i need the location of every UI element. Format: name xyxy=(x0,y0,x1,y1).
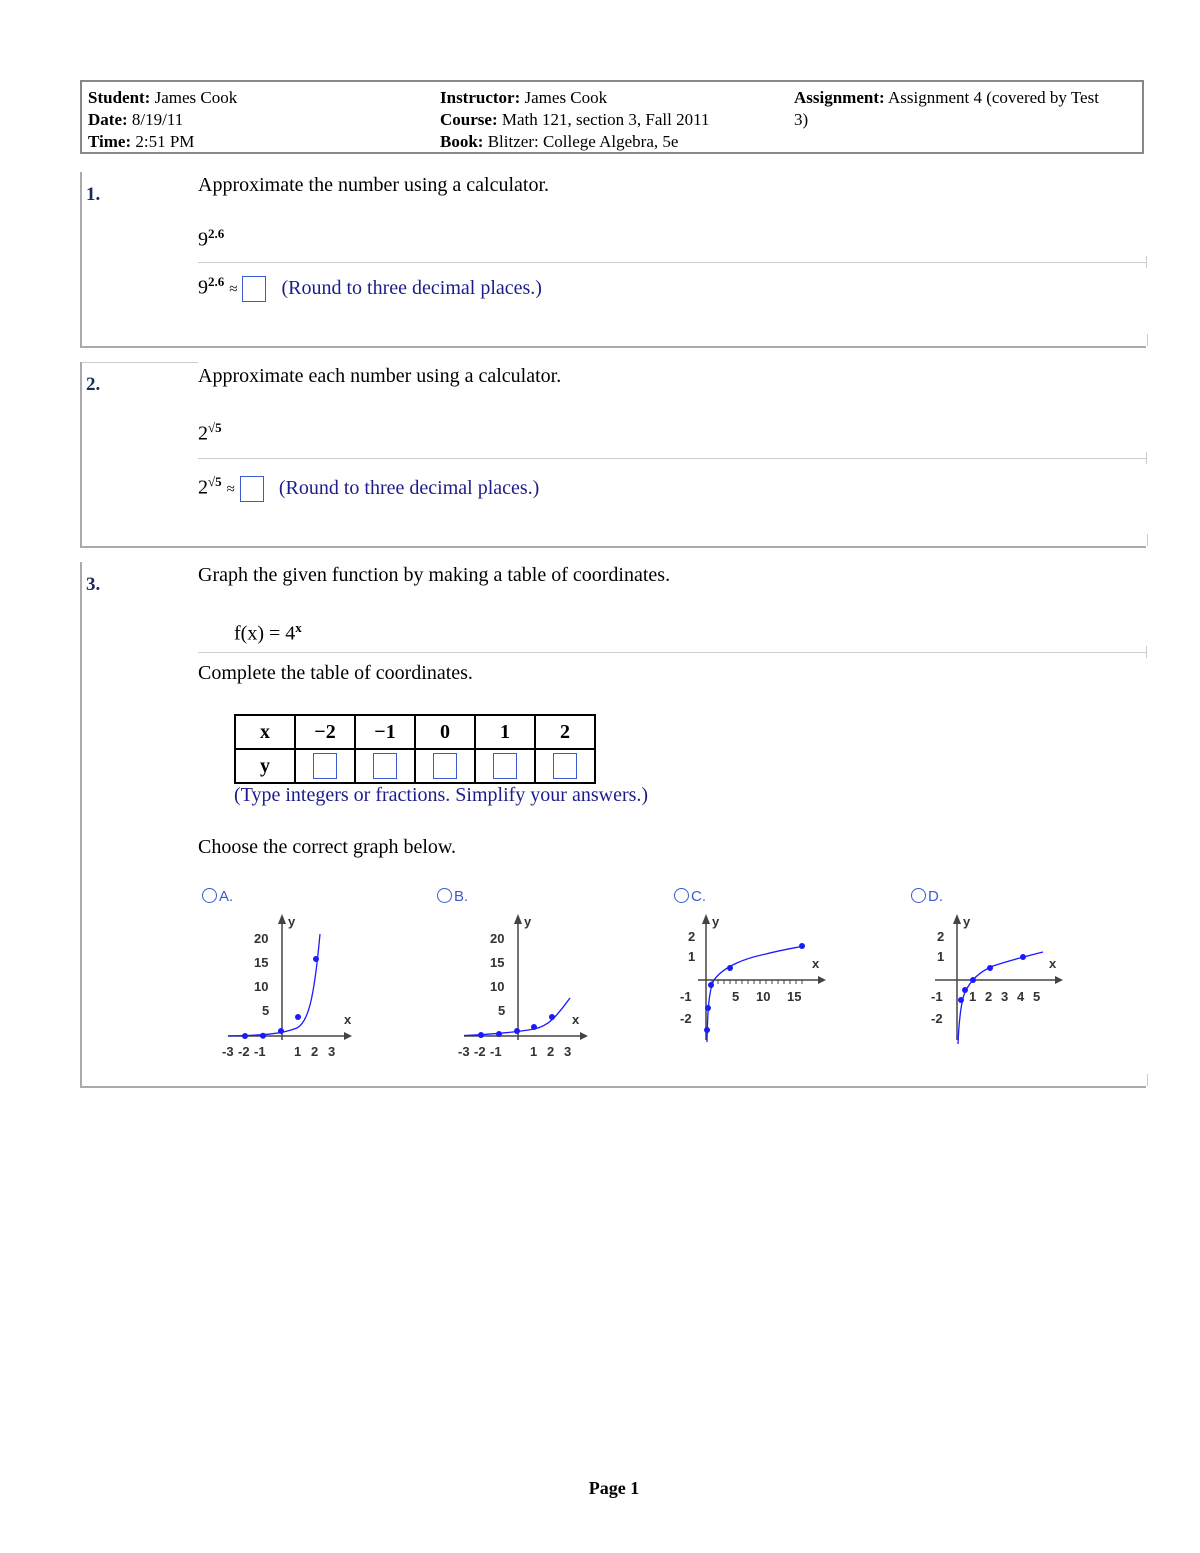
tick-label: -2 xyxy=(474,1044,486,1059)
question-2 xyxy=(80,362,1146,548)
tick-label: 5 xyxy=(498,1003,506,1018)
expr-base: 9 xyxy=(198,276,208,299)
instructor-label: Instructor: xyxy=(440,88,521,107)
tick-label: 10 xyxy=(254,979,269,994)
function-lhs: f(x) = 4 xyxy=(234,622,296,645)
radio-icon[interactable] xyxy=(911,888,926,903)
function-exponent: x xyxy=(295,620,302,635)
axis-y-label: y xyxy=(963,914,971,929)
point xyxy=(705,1005,711,1011)
tick-label: -2 xyxy=(680,1011,692,1026)
approx-sign: ≈ xyxy=(229,281,238,298)
y-input[interactable] xyxy=(433,753,457,779)
book-value: Blitzer: College Algebra, 5e xyxy=(487,132,679,151)
option-label: C. xyxy=(691,888,706,905)
tick-label: 1 xyxy=(937,949,945,964)
option-label: D. xyxy=(928,888,943,905)
table-row-x xyxy=(235,715,595,749)
axis-y-label: y xyxy=(288,914,296,929)
x-value: 2 xyxy=(535,715,595,749)
student-label: Student: xyxy=(88,88,151,107)
table-prompt: Complete the table of coordinates. xyxy=(198,662,473,684)
point xyxy=(962,987,968,993)
point xyxy=(987,965,993,971)
x-value: 0 xyxy=(415,715,475,749)
tick-label: -1 xyxy=(680,989,692,1004)
x-value: 1 xyxy=(475,715,535,749)
tick-label: -2 xyxy=(931,1011,943,1026)
round-hint: (Round to three decimal places.) xyxy=(281,276,542,299)
course-label: Course: xyxy=(440,110,498,129)
x-value: −1 xyxy=(355,715,415,749)
option-d[interactable] xyxy=(911,888,943,905)
date-value: 8/19/11 xyxy=(131,110,184,129)
coordinates-table xyxy=(234,714,596,784)
axis-y-label: y xyxy=(524,914,532,929)
tick-label: 3 xyxy=(1001,989,1009,1004)
y-cell xyxy=(475,749,535,783)
expr-base: 9 xyxy=(198,228,208,251)
x-value: −2 xyxy=(295,715,355,749)
question-number: 3. xyxy=(86,574,101,595)
question-number: 1. xyxy=(86,184,101,205)
option-a[interactable] xyxy=(202,888,233,905)
tick-label: -1 xyxy=(254,1044,266,1059)
divider xyxy=(198,458,1146,459)
round-hint: (Round to three decimal places.) xyxy=(278,476,540,499)
tick-label: 5 xyxy=(262,1003,270,1018)
expr-base: 2 xyxy=(198,476,208,499)
tick-label: 15 xyxy=(254,955,269,970)
point xyxy=(242,1033,248,1039)
option-label: A. xyxy=(219,888,234,905)
point xyxy=(295,1014,301,1020)
question-1 xyxy=(80,172,1146,348)
corner-tick xyxy=(1147,534,1148,546)
graph-d xyxy=(913,910,1063,1060)
divider xyxy=(198,652,1146,653)
tick-label: 15 xyxy=(490,955,505,970)
tick-label: -3 xyxy=(222,1044,234,1059)
question-prompt: Approximate the number using a calculator. xyxy=(198,174,550,196)
tick-label: 10 xyxy=(756,989,771,1004)
graph-prompt: Choose the correct graph below. xyxy=(198,836,457,858)
divider xyxy=(198,262,1146,263)
tick-label: 1 xyxy=(688,949,696,964)
graph-b xyxy=(458,910,608,1060)
corner-tick xyxy=(1147,334,1148,346)
tick-label: 4 xyxy=(1017,989,1025,1004)
y-input[interactable] xyxy=(373,753,397,779)
point xyxy=(514,1028,520,1034)
axis-x-label: x xyxy=(344,1012,352,1027)
table-hint: (Type integers or fractions. Simplify your answers.) xyxy=(234,784,649,806)
assignment-header xyxy=(80,80,1144,154)
point xyxy=(708,982,714,988)
date-label: Date: xyxy=(88,110,128,129)
time-value: 2:51 PM xyxy=(135,132,195,151)
tick-label: 20 xyxy=(490,931,505,946)
expr-exponent: √5 xyxy=(208,420,222,435)
point xyxy=(970,977,976,983)
corner-tick xyxy=(1147,1074,1148,1086)
expr-exponent: 2.6 xyxy=(208,226,225,241)
point xyxy=(278,1028,284,1034)
question-prompt: Graph the given function by making a table of coordinates. xyxy=(198,564,671,586)
header-student-col xyxy=(88,87,237,153)
header-course-col xyxy=(440,87,709,153)
tick-label: -1 xyxy=(931,989,943,1004)
tick-label: 5 xyxy=(732,989,740,1004)
tick-label: 3 xyxy=(328,1044,336,1059)
tick-label: 2 xyxy=(547,1044,555,1059)
tick-label: 1 xyxy=(530,1044,538,1059)
y-cell xyxy=(415,749,475,783)
expr-exponent: 2.6 xyxy=(208,274,225,289)
point xyxy=(531,1024,537,1030)
tick-label: -2 xyxy=(238,1044,250,1059)
y-cell xyxy=(355,749,415,783)
point xyxy=(313,956,319,962)
table-row-y xyxy=(235,749,595,783)
point xyxy=(727,965,733,971)
graph-a xyxy=(222,910,372,1060)
tick-label: 20 xyxy=(254,931,269,946)
answer-input[interactable] xyxy=(242,276,266,302)
top-rule xyxy=(82,362,198,363)
expr-base: 2 xyxy=(198,422,208,445)
radio-icon[interactable] xyxy=(437,888,452,903)
option-b[interactable] xyxy=(437,888,468,905)
axis-x-label: x xyxy=(812,956,820,971)
tick-label: -1 xyxy=(490,1044,502,1059)
y-header: y xyxy=(235,749,295,783)
point xyxy=(478,1032,484,1038)
approx-sign: ≈ xyxy=(226,481,235,498)
question-number: 2. xyxy=(86,374,101,395)
y-cell xyxy=(535,749,595,783)
tick-label: 2 xyxy=(311,1044,319,1059)
graph-c xyxy=(676,910,826,1060)
option-c[interactable] xyxy=(674,888,706,905)
point xyxy=(496,1031,502,1037)
assignment-label: Assignment: xyxy=(794,88,885,107)
tick-label: 2 xyxy=(985,989,993,1004)
question-3 xyxy=(80,562,1146,1088)
expr-exponent: √5 xyxy=(208,474,222,489)
tick-label: 10 xyxy=(490,979,505,994)
y-input[interactable] xyxy=(313,753,337,779)
question-prompt: Approximate each number using a calculator. xyxy=(198,365,562,387)
axis-y-label: y xyxy=(712,914,720,929)
answer-input[interactable] xyxy=(240,476,264,502)
curve xyxy=(228,934,320,1036)
book-label: Book: xyxy=(440,132,484,151)
axis-x-label: x xyxy=(572,1012,580,1027)
point xyxy=(958,997,964,1003)
point xyxy=(549,1014,555,1020)
point xyxy=(260,1033,266,1039)
answer-line xyxy=(198,474,539,502)
time-label: Time: xyxy=(88,132,132,151)
page-number: Page 1 xyxy=(588,1478,640,1498)
axis-x-label: x xyxy=(1049,956,1057,971)
expression xyxy=(198,420,222,446)
option-label: B. xyxy=(454,888,469,905)
tick-label: 2 xyxy=(937,929,945,944)
function-expression xyxy=(234,620,302,646)
y-input[interactable] xyxy=(493,753,517,779)
tick-label: 3 xyxy=(564,1044,572,1059)
instructor-name: James Cook xyxy=(524,88,608,107)
assignment-value-cont: 3) xyxy=(794,110,809,129)
radio-icon[interactable] xyxy=(202,888,217,903)
tick-label: 2 xyxy=(688,929,696,944)
tick-label: 1 xyxy=(294,1044,302,1059)
tick-label: 1 xyxy=(969,989,977,1004)
course-value: Math 121, section 3, Fall 2011 xyxy=(501,110,710,129)
point xyxy=(704,1027,710,1033)
expression xyxy=(198,226,224,252)
tick-label: -3 xyxy=(458,1044,470,1059)
student-name: James Cook xyxy=(154,88,238,107)
tick-label: 5 xyxy=(1033,989,1041,1004)
x-header: x xyxy=(235,715,295,749)
point xyxy=(1020,954,1026,960)
y-input[interactable] xyxy=(553,753,577,779)
point xyxy=(799,943,805,949)
y-cell xyxy=(295,749,355,783)
answer-line xyxy=(198,274,542,302)
radio-icon[interactable] xyxy=(674,888,689,903)
header-assignment-col xyxy=(794,87,1099,131)
assignment-value: Assignment 4 (covered by Test xyxy=(887,88,1099,107)
tick-label: 15 xyxy=(787,989,802,1004)
